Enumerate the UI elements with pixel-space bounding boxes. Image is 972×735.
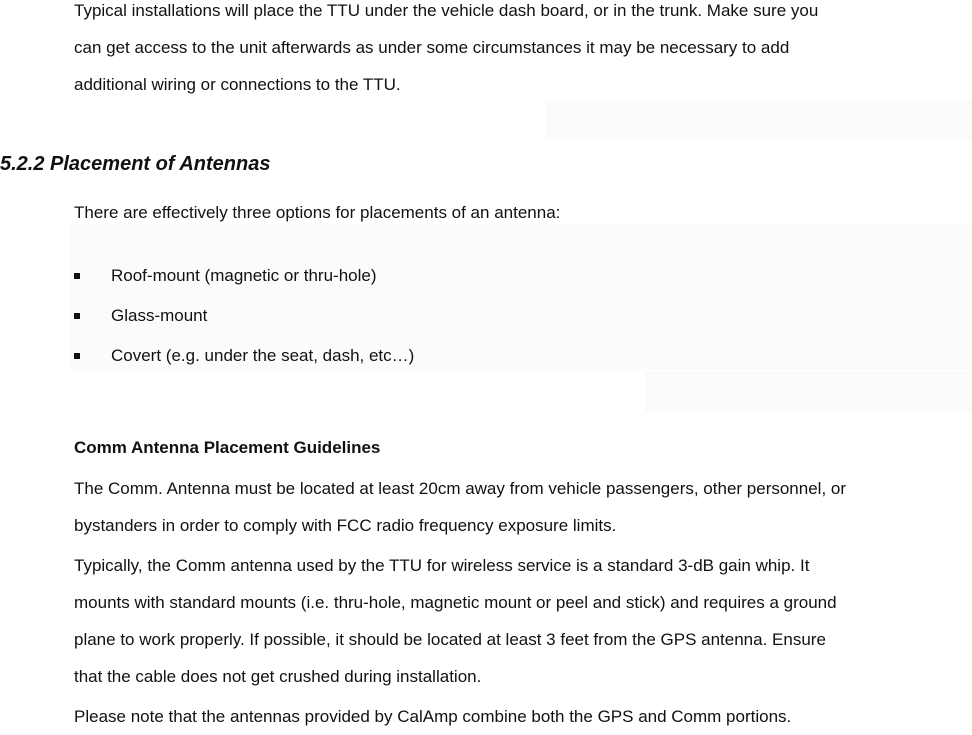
background-shading	[545, 100, 972, 140]
intro-line: Typical installations will place the TTU under the vehicle dash board, or in the trunk. Make sure you	[74, 1, 819, 20]
list-item-text: Glass-mount	[111, 306, 208, 325]
intro-line: can get access to the unit afterwards as under some circumstances it may be necessary to add	[74, 38, 790, 57]
square-bullet-icon	[74, 353, 80, 359]
fcc-paragraph	[74, 470, 846, 544]
paragraph-line: Please note that the antennas provided by CalAmp combine both the GPS and Comm portions.	[74, 707, 792, 726]
calamp-note	[74, 698, 791, 735]
comm-antenna-paragraph	[74, 547, 837, 695]
paragraph-line: that the cable does not get crushed during installation.	[74, 667, 482, 686]
list-item-text: Roof-mount (magnetic or thru-hole)	[111, 266, 377, 285]
options-lead: There are effectively three options for placements of an antenna:	[74, 203, 561, 222]
guidelines-title: Comm Antenna Placement Guidelines	[74, 438, 381, 457]
paragraph-line: Typically, the Comm antenna used by the TTU for wireless service is a standard 3-dB gain whip. It	[74, 556, 810, 575]
intro-line: additional wiring or connections to the TTU.	[74, 75, 401, 94]
square-bullet-icon	[74, 313, 80, 319]
paragraph-line: bystanders in order to comply with FCC radio frequency exposure limits.	[74, 516, 617, 535]
intro-paragraph	[74, 0, 818, 103]
section-heading: 5.2.2 Placement of Antennas	[0, 153, 271, 175]
list-item-text: Covert (e.g. under the seat, dash, etc…)	[111, 346, 415, 365]
square-bullet-icon	[74, 273, 80, 279]
paragraph-line: The Comm. Antenna must be located at least 20cm away from vehicle passengers, other personnel, or	[74, 479, 847, 498]
background-shading	[645, 372, 972, 412]
paragraph-line: mounts with standard mounts (i.e. thru-hole, magnetic mount or peel and stick) and requires a ground	[74, 593, 837, 612]
paragraph-line: plane to work properly. If possible, it should be located at least 3 feet from the GPS antenna. Ensure	[74, 630, 826, 649]
